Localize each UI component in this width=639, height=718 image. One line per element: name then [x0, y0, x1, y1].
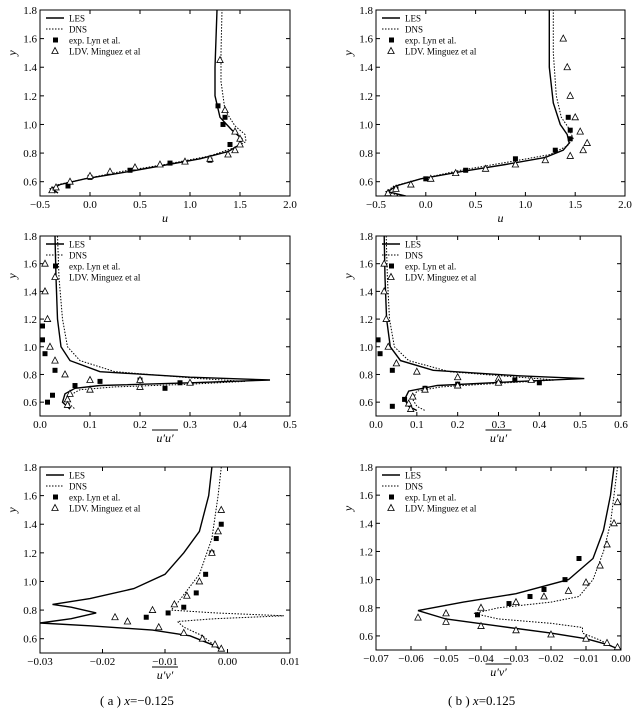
marker-triangle: [597, 562, 603, 568]
caption-b-prefix: ( b ): [448, 693, 470, 708]
marker-square: [50, 393, 55, 398]
legend-swatch-square: [389, 495, 394, 500]
x-axis-label: u′v′: [156, 668, 174, 682]
legend: [46, 471, 141, 514]
marker-square: [390, 404, 395, 409]
x-tick-label: 0.00: [217, 656, 238, 668]
marker-triangle: [614, 499, 620, 505]
x-tick-label: 0.1: [83, 419, 97, 431]
marker-triangle: [580, 147, 586, 153]
x-tick-label: −0.07: [363, 653, 389, 665]
x-tick-label: 0.01: [280, 656, 300, 668]
legend-label: exp. Lyn et al.: [69, 261, 121, 272]
caption-a-val: −0.125: [137, 693, 174, 708]
legend-swatch-triangle: [52, 274, 58, 280]
legend-label: LDV. Minguez et al: [69, 272, 141, 283]
y-tick-label: 1.4: [23, 62, 37, 75]
legend-swatch-square: [53, 38, 58, 43]
marker-triangle: [184, 592, 190, 598]
legend-label: LDV. Minguez et al: [405, 503, 477, 514]
legend: [382, 240, 477, 283]
x-tick-label: −0.05: [433, 653, 459, 665]
y-tick-label: 1.0: [359, 574, 373, 587]
legend-label: exp. Lyn et al.: [69, 35, 121, 46]
x-tick-label: −0.5: [366, 199, 386, 211]
marker-triangle: [62, 371, 68, 377]
marker-triangle: [199, 635, 205, 641]
marker-triangle: [52, 357, 58, 363]
x-tick-label: −0.5: [30, 199, 50, 211]
marker-square: [43, 351, 48, 356]
y-tick-label: 1.2: [359, 546, 373, 559]
caption-b-val: 0.125: [486, 693, 516, 708]
x-tick-label: 0.5: [133, 199, 147, 211]
x-tick-label: −0.01: [152, 656, 178, 668]
y-tick-label: 0.6: [359, 630, 373, 643]
legend: [46, 240, 141, 283]
legend-label: DNS: [405, 24, 424, 35]
caption-a-var: x: [124, 693, 130, 708]
marker-triangle: [47, 343, 53, 349]
x-tick-label: −0.03: [503, 653, 529, 665]
marker-square: [507, 601, 512, 606]
legend-label: DNS: [405, 250, 424, 261]
y-tick-label: 1.8: [23, 5, 37, 17]
marker-square: [219, 522, 224, 527]
marker-square: [228, 142, 233, 147]
y-tick-label: 1.2: [359, 314, 373, 327]
marker-triangle: [393, 360, 399, 366]
marker-square: [402, 397, 407, 402]
marker-square: [181, 605, 186, 610]
marker-triangle: [565, 587, 571, 593]
y-tick-label: 1.8: [359, 462, 373, 474]
marker-square: [568, 136, 573, 141]
y-tick-label: 0.6: [23, 397, 37, 410]
legend-label: LES: [69, 13, 86, 24]
marker-triangle: [567, 152, 573, 158]
chart-a-bot: [5, 462, 300, 682]
y-tick-label: 0.8: [23, 369, 37, 382]
series-line-dotted: [474, 467, 618, 647]
marker-triangle: [614, 644, 620, 650]
x-tick-label: −0.06: [398, 653, 424, 665]
marker-triangle: [381, 260, 387, 266]
legend-label: DNS: [69, 24, 88, 35]
x-tick-label: 1.0: [183, 199, 197, 211]
marker-square: [221, 122, 226, 127]
marker-triangle: [410, 393, 416, 399]
marker-square: [563, 577, 568, 582]
x-tick-label: 2.0: [283, 199, 297, 211]
marker-triangle: [107, 168, 113, 174]
legend-label: LDV. Minguez et al: [69, 503, 141, 514]
marker-square: [98, 379, 103, 384]
marker-triangle: [454, 374, 460, 380]
marker-square: [475, 612, 480, 617]
marker-triangle: [415, 614, 421, 620]
y-axis-label: y: [5, 273, 19, 279]
legend-label: LDV. Minguez et al: [405, 272, 477, 283]
y-axis-label: y: [341, 505, 355, 512]
marker-triangle: [218, 506, 224, 512]
marker-triangle: [541, 593, 547, 599]
marker-square: [223, 115, 228, 120]
legend-swatch-triangle: [52, 505, 58, 511]
legend-swatch-square: [53, 495, 58, 500]
legend-label: LES: [405, 239, 422, 250]
x-tick-label: −0.02: [538, 653, 564, 665]
y-tick-label: 1.4: [359, 518, 373, 531]
marker-triangle: [414, 368, 420, 374]
marker-square: [376, 337, 381, 342]
marker-square: [203, 572, 208, 577]
y-tick-label: 1.6: [359, 33, 373, 46]
marker-triangle: [87, 377, 93, 383]
marker-square: [166, 610, 171, 615]
marker-square: [178, 380, 183, 385]
y-axis-label: y: [341, 273, 355, 279]
marker-triangle: [124, 618, 130, 624]
y-tick-label: 0.8: [23, 605, 37, 618]
marker-square: [214, 536, 219, 541]
legend-swatch-square: [389, 264, 394, 269]
marker-square: [144, 615, 149, 620]
marker-triangle: [611, 520, 617, 526]
marker-triangle: [577, 128, 583, 134]
x-tick-label: 0.2: [133, 419, 147, 431]
x-tick-label: 0.3: [491, 419, 506, 431]
x-tick-label: 0.2: [450, 419, 465, 431]
x-tick-label: 0.00: [611, 653, 631, 665]
x-axis-label: u′u′: [489, 431, 508, 445]
marker-square: [45, 400, 50, 405]
chart-a-mid: [5, 231, 297, 445]
x-tick-label: 0.3: [183, 419, 197, 431]
marker-triangle: [564, 64, 570, 70]
marker-square: [40, 324, 45, 329]
legend-swatch-triangle: [52, 48, 58, 54]
x-tick-label: −0.01: [573, 653, 599, 665]
legend-swatch-triangle: [388, 48, 394, 54]
marker-triangle: [67, 390, 73, 396]
legend-label: LES: [69, 239, 86, 250]
y-tick-label: 1.0: [359, 119, 373, 132]
marker-triangle: [567, 92, 573, 98]
y-tick-label: 1.2: [23, 547, 37, 560]
marker-triangle: [215, 528, 221, 534]
x-tick-label: 0.4: [532, 419, 547, 431]
caption-b-var: x: [472, 693, 479, 708]
y-tick-label: 1.8: [23, 462, 37, 474]
x-tick-label: 0.5: [468, 199, 483, 211]
x-tick-label: 0.0: [83, 199, 97, 211]
x-tick-label: 0.4: [233, 419, 247, 431]
legend-label: DNS: [69, 250, 88, 261]
marker-triangle: [572, 114, 578, 120]
y-tick-label: 1.4: [23, 286, 37, 299]
marker-triangle: [513, 599, 519, 605]
marker-square: [512, 378, 517, 383]
legend-label: exp. Lyn et al.: [405, 35, 457, 46]
x-tick-label: 0.0: [369, 419, 383, 431]
caption-a-prefix: ( a ): [100, 693, 121, 708]
x-tick-label: 1.0: [518, 199, 533, 211]
legend: [382, 14, 477, 57]
chart-b-top: [341, 5, 632, 225]
y-tick-label: 1.6: [359, 490, 373, 503]
legend: [46, 14, 141, 57]
y-tick-label: 1.8: [23, 231, 37, 243]
marker-triangle: [222, 107, 228, 113]
marker-square: [194, 590, 199, 595]
marker-triangle: [583, 579, 589, 585]
y-tick-label: 1.2: [23, 90, 37, 103]
marker-triangle: [112, 614, 118, 620]
series-line-dotted: [171, 467, 284, 650]
caption-b-eq: =: [478, 693, 487, 708]
marker-square: [40, 337, 45, 342]
y-tick-label: 1.8: [359, 5, 373, 17]
y-tick-label: 1.0: [23, 119, 37, 132]
legend-swatch-square: [53, 264, 58, 269]
legend-swatch-triangle: [388, 505, 394, 511]
legend-label: LES: [405, 470, 422, 481]
legend-label: exp. Lyn et al.: [405, 261, 457, 272]
marker-triangle: [181, 629, 187, 635]
marker-square: [566, 115, 571, 120]
legend-label: DNS: [69, 481, 88, 492]
marker-triangle: [381, 288, 387, 294]
chart-a-top: [5, 5, 297, 225]
y-tick-label: 1.0: [23, 341, 37, 354]
legend-label: LES: [405, 13, 422, 24]
y-tick-label: 1.2: [23, 314, 37, 327]
y-tick-label: 0.8: [23, 148, 37, 161]
x-tick-label: 0.5: [573, 419, 588, 431]
legend-swatch-square: [389, 38, 394, 43]
marker-square: [216, 103, 221, 108]
caption-a-eq: =: [129, 693, 138, 708]
marker-square: [553, 148, 558, 153]
marker-triangle: [196, 578, 202, 584]
marker-triangle: [232, 147, 238, 153]
legend-label: DNS: [405, 481, 424, 492]
x-tick-label: 0.5: [283, 419, 297, 431]
y-tick-label: 1.4: [359, 286, 373, 299]
marker-square: [168, 161, 173, 166]
x-tick-label: 1.5: [233, 199, 247, 211]
x-tick-label: 2.0: [618, 199, 632, 211]
marker-triangle: [44, 316, 50, 322]
x-axis-label: u′u′: [156, 431, 174, 445]
y-tick-label: 1.6: [23, 33, 37, 46]
marker-triangle: [132, 164, 138, 170]
legend-swatch-triangle: [388, 274, 394, 280]
chart-b-mid: [341, 231, 628, 445]
marker-square: [378, 351, 383, 356]
marker-triangle: [478, 604, 484, 610]
marker-triangle: [383, 316, 389, 322]
marker-triangle: [217, 57, 223, 63]
caption-b: [448, 693, 515, 709]
marker-square: [542, 587, 547, 592]
marker-square: [163, 386, 168, 391]
x-axis-label: u: [497, 211, 504, 225]
y-tick-label: 1.8: [359, 231, 373, 243]
marker-triangle: [604, 541, 610, 547]
y-tick-label: 0.6: [23, 633, 37, 646]
y-tick-label: 0.6: [359, 397, 373, 410]
marker-square: [577, 556, 582, 561]
marker-square: [568, 128, 573, 133]
marker-square: [390, 368, 395, 373]
marker-triangle: [604, 639, 610, 645]
y-tick-label: 1.4: [23, 519, 37, 532]
y-tick-label: 0.6: [359, 176, 373, 189]
x-tick-label: −0.02: [89, 656, 116, 668]
chart-b-bot: [341, 462, 631, 679]
y-axis-label: y: [5, 507, 19, 513]
y-tick-label: 0.8: [359, 369, 373, 382]
x-tick-label: 1.5: [568, 199, 583, 211]
marker-triangle: [149, 607, 155, 613]
y-axis-label: y: [341, 50, 355, 56]
y-tick-label: 1.6: [23, 490, 37, 503]
marker-triangle: [560, 35, 566, 41]
legend-label: LDV. Minguez et al: [69, 46, 141, 57]
legend-label: exp. Lyn et al.: [405, 492, 457, 503]
marker-square: [463, 168, 468, 173]
caption-a: [100, 693, 174, 709]
y-tick-label: 1.4: [359, 62, 373, 75]
marker-triangle: [157, 161, 163, 167]
x-tick-label: −0.04: [468, 653, 494, 665]
x-tick-label: −0.03: [27, 656, 53, 668]
legend: [382, 471, 477, 514]
y-tick-label: 0.8: [359, 602, 373, 615]
legend-label: exp. Lyn et al.: [69, 492, 121, 503]
marker-square: [73, 383, 78, 388]
marker-triangle: [443, 610, 449, 616]
legend-label: LDV. Minguez et al: [405, 46, 477, 57]
y-tick-label: 1.6: [359, 258, 373, 271]
marker-square: [537, 380, 542, 385]
marker-square: [53, 368, 58, 373]
x-axis-label: u: [162, 211, 168, 225]
y-tick-label: 0.8: [359, 148, 373, 161]
x-tick-label: 0.0: [418, 199, 433, 211]
y-tick-label: 1.6: [23, 258, 37, 271]
marker-square: [528, 594, 533, 599]
y-tick-label: 0.6: [23, 176, 37, 189]
legend-label: LES: [69, 470, 86, 481]
x-tick-label: 0.0: [33, 419, 47, 431]
marker-triangle: [156, 624, 162, 630]
x-tick-label: 0.6: [614, 419, 628, 431]
y-tick-label: 1.0: [359, 341, 373, 354]
marker-triangle: [584, 140, 590, 146]
y-axis-label: y: [5, 50, 19, 56]
marker-triangle: [528, 377, 534, 383]
x-axis-label: u′v′: [490, 665, 507, 679]
y-tick-label: 1.2: [359, 90, 373, 103]
x-tick-label: 0.1: [409, 419, 424, 431]
y-tick-label: 1.0: [23, 576, 37, 589]
series-line-solid: [40, 467, 221, 650]
